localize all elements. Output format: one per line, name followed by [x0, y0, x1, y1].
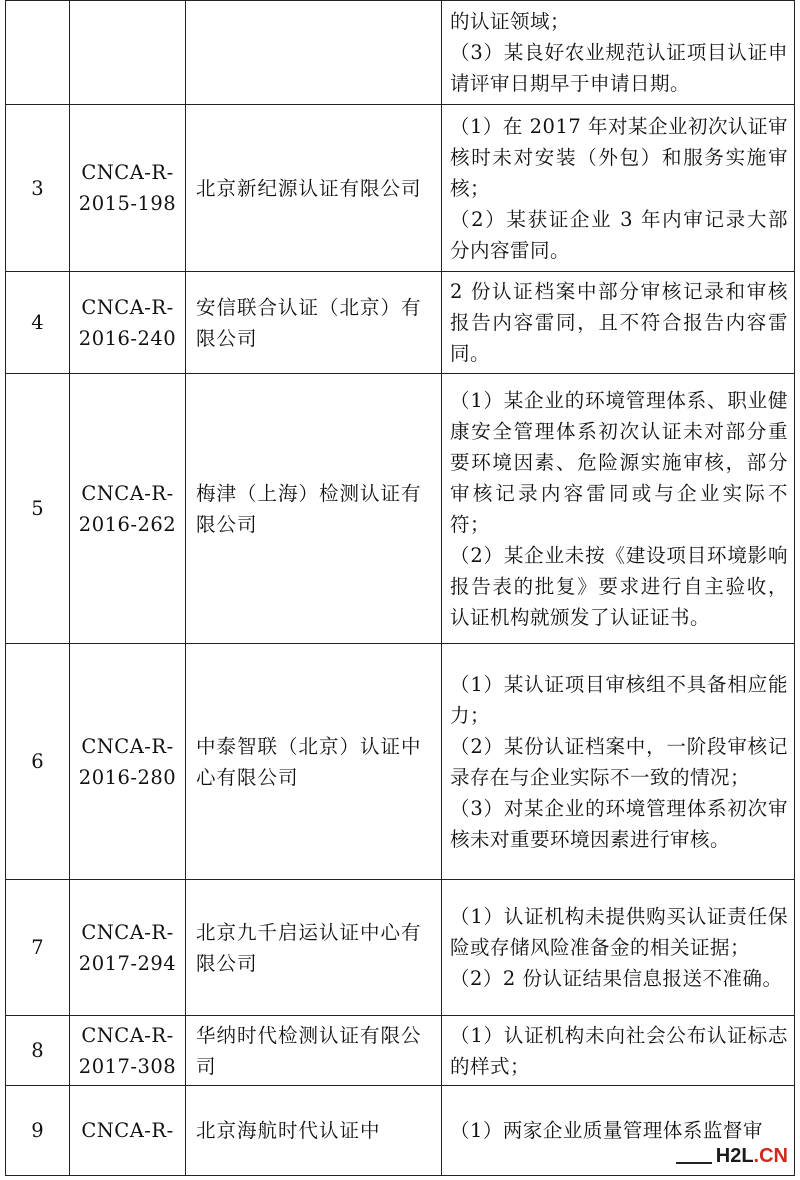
issue-item: 2 份认证档案中部分审核记录和审核报告内容雷同，且不符合报告内容雷同。 [450, 280, 788, 365]
issue-item: （2）某份认证档案中，一阶段审核记录存在与企业实际不一致的情况； [450, 734, 788, 789]
approval-code [70, 105, 186, 272]
issues-cell [442, 880, 795, 1016]
issue-item: （1）认证机构未提供购买认证责任保险或存储风险准备金的相关证据； [450, 905, 788, 959]
issue-item: （1）两家企业质量管理体系监督审 [450, 1119, 763, 1142]
issues-cell [442, 1016, 795, 1086]
issue-item: （1）在 2017 年对某企业初次认证审核时未对安装（外包）和服务实施审核； [450, 114, 788, 200]
watermark-part1: H2L [715, 1145, 754, 1167]
row-number: 4 [6, 272, 70, 374]
issue-item: （1）认证机构未向社会公布认证标志的样式； [450, 1023, 788, 1078]
approval-code-line: CNCA-R- [81, 481, 174, 505]
row-number [6, 1, 70, 105]
organization-name [186, 1, 442, 105]
row-number: 9 [6, 1086, 70, 1176]
organization-name: 北京海航时代认证中 [186, 1086, 442, 1176]
table-row [6, 1, 795, 105]
row-number: 6 [6, 644, 70, 880]
approval-code-line: 2017-294 [78, 951, 177, 975]
table-row [6, 374, 795, 644]
approval-code-line: CNCA-R- [81, 920, 174, 944]
organization-name: 华纳时代检测认证有限公司 [186, 1016, 442, 1086]
organization-name: 北京九千启运认证中心有限公司 [186, 880, 442, 1016]
issues-cell [442, 644, 795, 880]
issues-cell [442, 1, 795, 105]
approval-code-line: CNCA-R- [81, 734, 174, 758]
issues-cell [442, 105, 795, 272]
row-number: 3 [6, 105, 70, 272]
table-row [6, 1016, 795, 1086]
approval-code [70, 644, 186, 880]
approval-code [70, 880, 186, 1016]
organization-name: 梅津（上海）检测认证有限公司 [186, 374, 442, 644]
approval-code-line: 2016-262 [78, 512, 177, 536]
approval-code [70, 1, 186, 105]
approval-code-line: 2016-280 [78, 765, 177, 789]
approval-code-line: 2015-198 [78, 192, 177, 215]
issue-item: （1）某企业的环境管理体系、职业健康安全管理体系初次认证未对部分重要环境因素、危险源实施审核，部分审核记录内容雷同或与企业实际不符； [450, 388, 788, 536]
site-watermark [716, 1145, 788, 1168]
row-number: 7 [6, 880, 70, 1016]
issues-cell [442, 374, 795, 644]
organization-name: 安信联合认证（北京）有限公司 [186, 272, 442, 374]
watermark-underline [676, 1162, 712, 1164]
table-row [6, 880, 795, 1016]
issue-item: （3）某良好农业规范认证项目认证申请评审日期早于申请日期。 [450, 41, 788, 95]
issues-cell [442, 272, 795, 374]
issue-item: （1）某认证项目审核组不具备相应能力； [450, 672, 788, 727]
approval-code [70, 1086, 186, 1176]
row-number: 5 [6, 374, 70, 644]
organization-name: 北京新纪源认证有限公司 [186, 105, 442, 272]
approval-code-line: CNCA-R- [81, 295, 174, 319]
approval-code-line: 2017-308 [78, 1054, 177, 1078]
issue-item: （3）对某企业的环境管理体系初次审核未对重要环境因素进行审核。 [450, 796, 788, 851]
issue-item: （2）2 份认证结果信息报送不准确。 [450, 967, 783, 990]
organization-name: 中泰智联（北京）认证中心有限公司 [186, 644, 442, 880]
watermark-part2: .CN [753, 1145, 788, 1167]
approval-code [70, 1016, 186, 1086]
penalty-table [5, 0, 795, 1176]
row-number: 8 [6, 1016, 70, 1086]
issue-item: （2）某获证企业 3 年内审记录大部分内容雷同。 [450, 207, 788, 262]
table-row [6, 105, 795, 272]
table-row [6, 644, 795, 880]
approval-code [70, 272, 186, 374]
approval-code-line: 2016-240 [78, 326, 177, 350]
issue-item: 的认证领域； [450, 10, 571, 33]
approval-code [70, 374, 186, 644]
approval-code-line: CNCA-R- [81, 161, 174, 184]
approval-code-line: CNCA-R- [81, 1119, 174, 1142]
table-row [6, 272, 795, 374]
approval-code-line: CNCA-R- [81, 1023, 174, 1047]
issue-item: （2）某企业未按《建设项目环境影响报告表的批复》要求进行自主验收，认证机构就颁发了认证证书。 [450, 543, 788, 629]
